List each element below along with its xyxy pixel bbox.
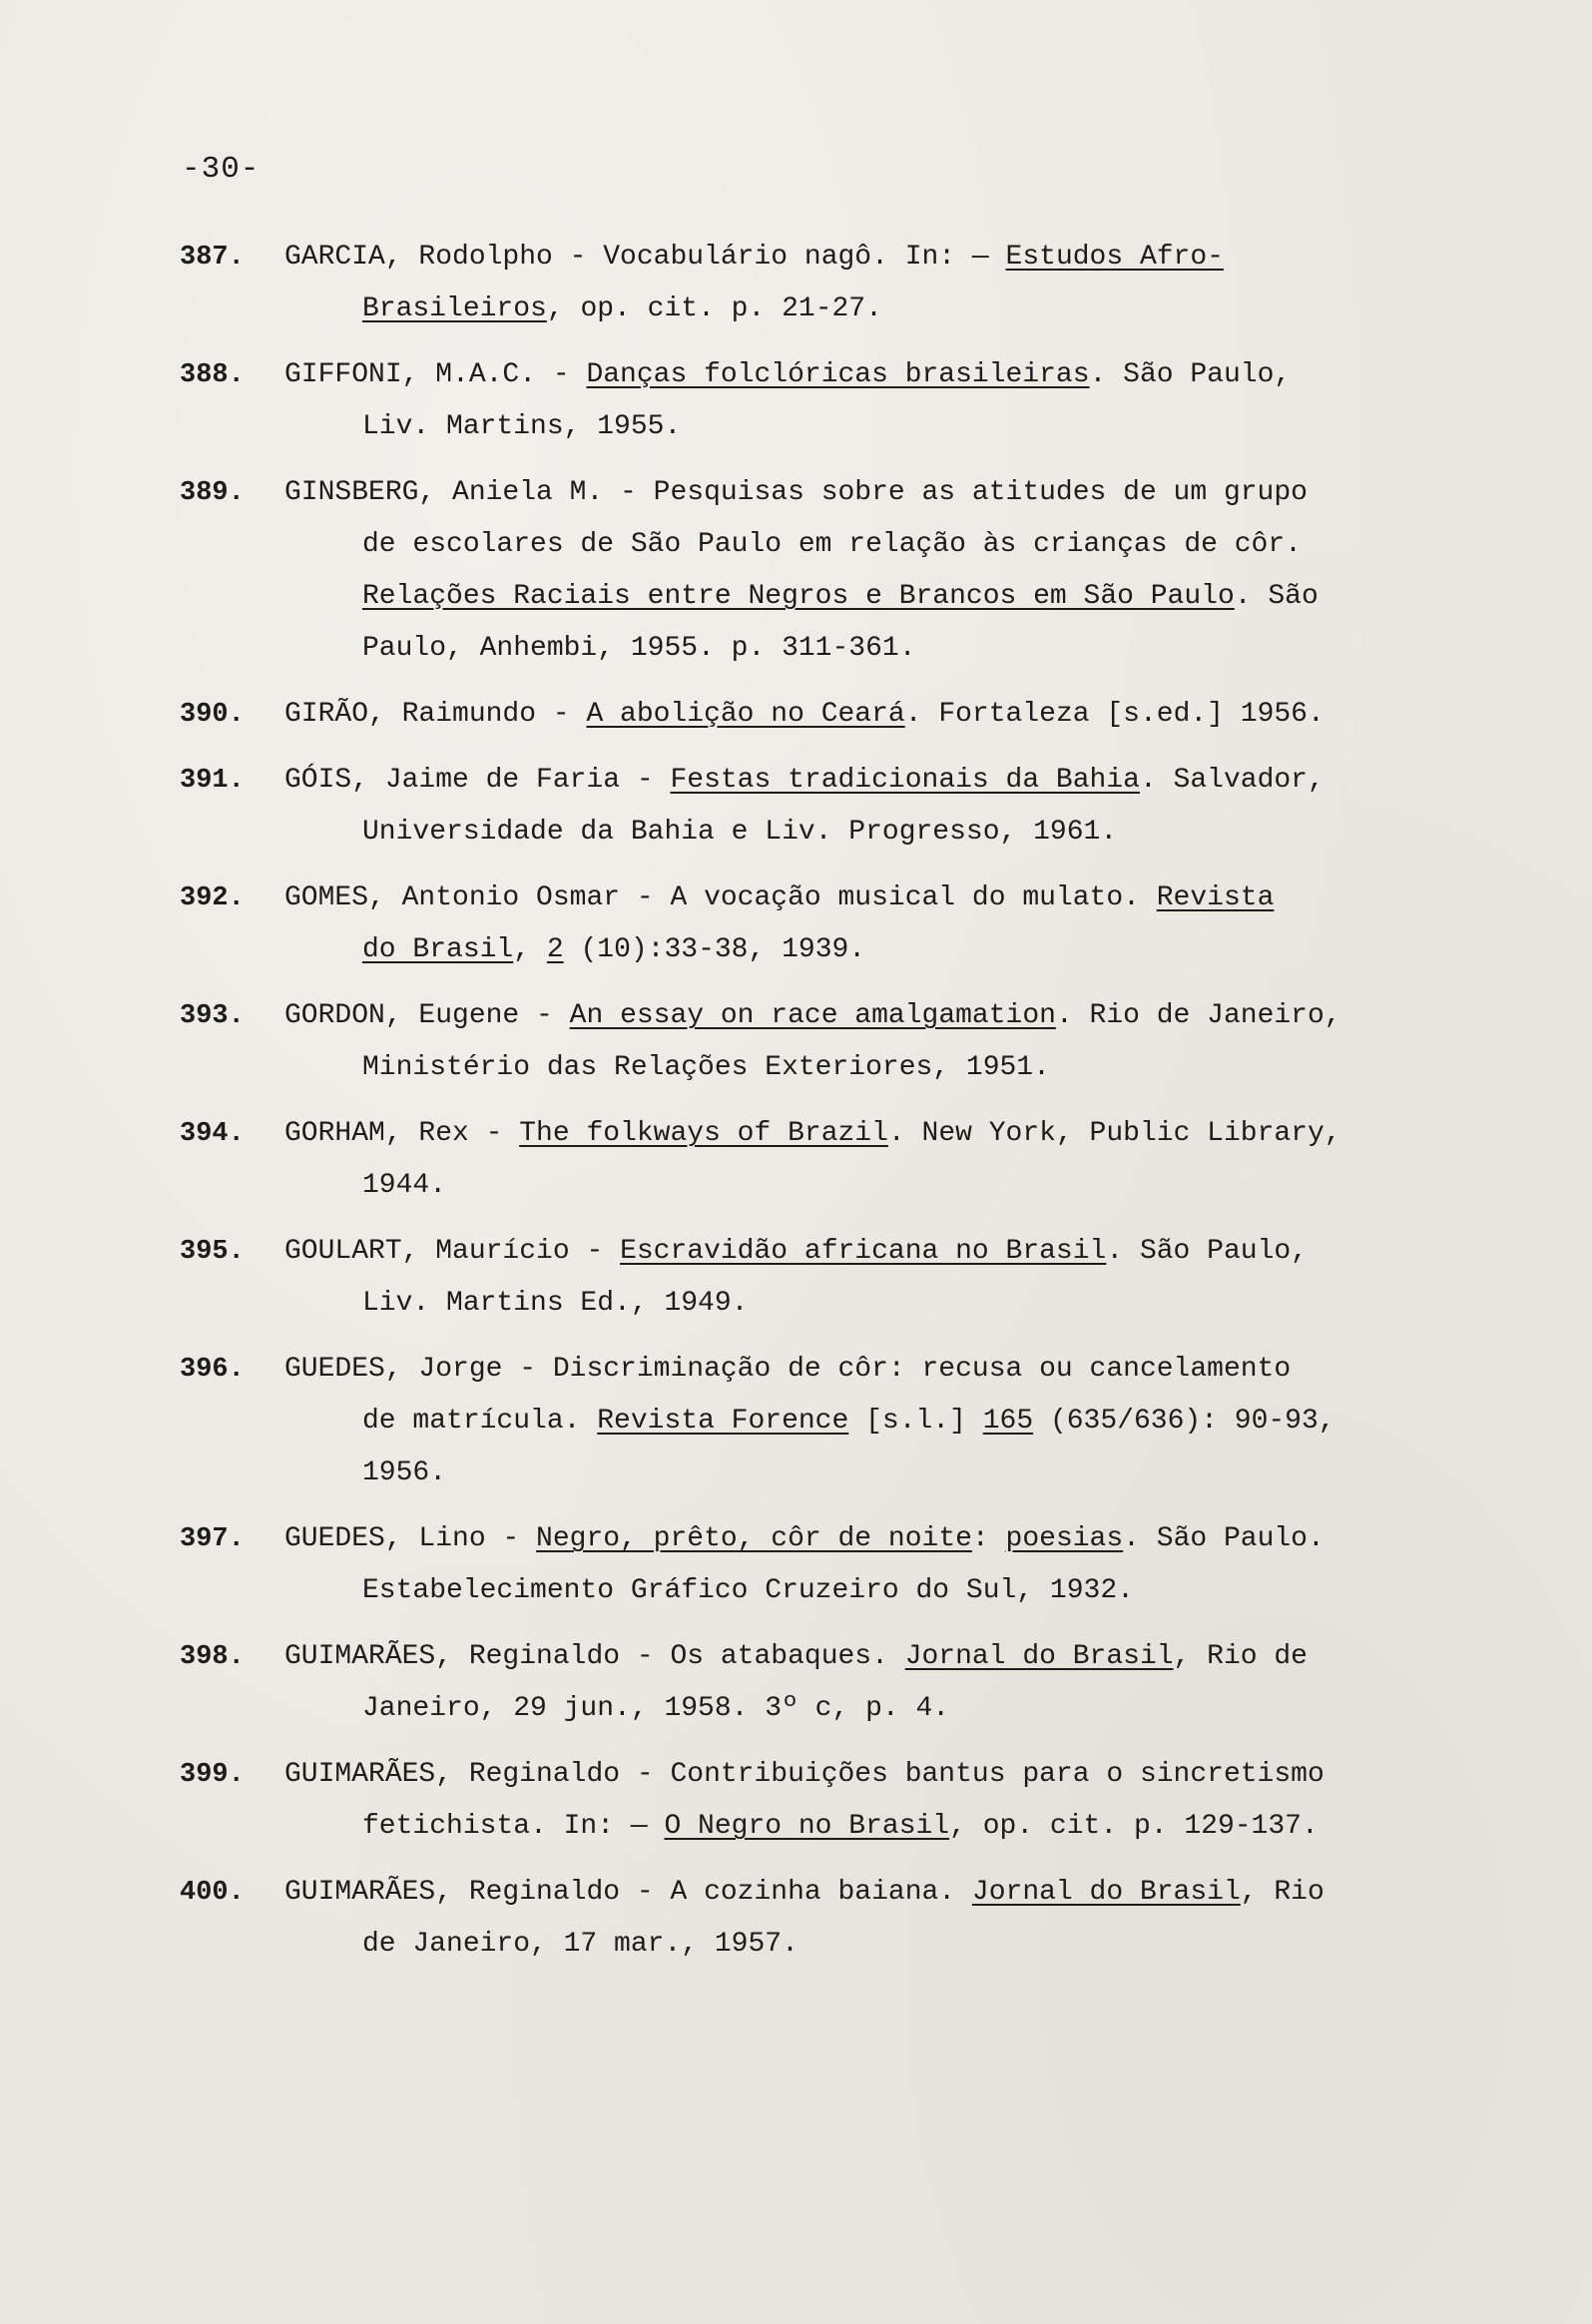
page-number: -30- bbox=[182, 152, 261, 187]
text-segment: GÓIS, Jaime de Faria - bbox=[284, 765, 671, 796]
bibliography-entry bbox=[180, 1226, 1437, 1330]
underlined-title: A abolição no Ceará bbox=[586, 699, 905, 730]
entry-line bbox=[284, 1749, 1437, 1801]
text-segment: (635/636): 90-93, bbox=[1033, 1406, 1335, 1437]
text-segment: de Janeiro, 17 mar., 1957. bbox=[362, 1929, 798, 1960]
underlined-title: O Negro no Brasil bbox=[664, 1811, 950, 1842]
bibliography-entry bbox=[180, 689, 1437, 741]
text-segment: GIRÃO, Raimundo - bbox=[284, 699, 587, 730]
entry-text bbox=[284, 1108, 1437, 1212]
text-segment: . São bbox=[1234, 581, 1319, 612]
underlined-title: Estudos Afro- bbox=[1005, 242, 1224, 273]
bibliography-entry bbox=[180, 349, 1437, 453]
text-segment: de matrícula. bbox=[362, 1406, 598, 1437]
bibliography-entry bbox=[180, 990, 1437, 1094]
bibliography-entry bbox=[180, 1749, 1437, 1853]
entry-line bbox=[284, 623, 1437, 675]
entry-number: 399. bbox=[180, 1760, 245, 1790]
text-segment: . São Paulo, bbox=[1089, 359, 1292, 390]
bibliography-entry bbox=[180, 755, 1437, 859]
entry-text bbox=[284, 689, 1437, 741]
text-segment: GUIMARÃES, Reginaldo - Contribuições bantus para o sincretismo bbox=[284, 1759, 1325, 1790]
text-segment: , bbox=[513, 934, 547, 965]
entry-text bbox=[284, 872, 1437, 976]
entry-line bbox=[284, 1513, 1437, 1565]
bibliography-entry bbox=[180, 872, 1437, 976]
text-segment: GINSBERG, Aniela M. - Pesquisas sobre as atitudes de um grupo bbox=[284, 477, 1308, 508]
underlined-title: An essay on race amalgamation bbox=[569, 1000, 1056, 1031]
text-segment: GIFFONI, M.A.C. - bbox=[284, 359, 587, 390]
text-segment: Ministério das Relações Exteriores, 1951. bbox=[362, 1052, 1050, 1083]
text-segment: . New York, Public Library, bbox=[887, 1118, 1341, 1149]
entry-text bbox=[284, 467, 1437, 675]
text-segment: GUEDES, Jorge - Discriminação de côr: recusa ou cancelamento bbox=[284, 1354, 1292, 1385]
entry-line bbox=[284, 401, 1437, 453]
entry-line bbox=[284, 1396, 1437, 1448]
entry-line bbox=[284, 1042, 1437, 1094]
text-segment: . Fortaleza [s.ed.] 1956. bbox=[904, 699, 1325, 730]
entry-number: 397. bbox=[180, 1524, 245, 1554]
entry-line bbox=[284, 924, 1437, 976]
text-segment: . Salvador, bbox=[1139, 765, 1325, 796]
text-segment: [s.l.] bbox=[848, 1406, 983, 1437]
text-segment: GUIMARÃES, Reginaldo - Os atabaques. bbox=[284, 1641, 905, 1672]
entry-number: 391. bbox=[180, 766, 245, 796]
entry-text bbox=[284, 1631, 1437, 1735]
entry-text bbox=[284, 1513, 1437, 1617]
entry-number: 387. bbox=[180, 243, 245, 273]
bibliography-entry bbox=[180, 467, 1437, 675]
entry-line bbox=[284, 755, 1437, 807]
text-segment: 1956. bbox=[362, 1457, 447, 1488]
entry-line bbox=[284, 1226, 1437, 1278]
underlined-title: Escravidão africana no Brasil bbox=[620, 1236, 1107, 1267]
text-segment: de escolares de São Paulo em relação às crianças de côr. bbox=[362, 529, 1302, 560]
text-segment: . Rio de Janeiro, bbox=[1055, 1000, 1341, 1031]
text-segment: : bbox=[971, 1523, 1006, 1554]
underlined-title: Revista Forence bbox=[597, 1406, 849, 1437]
entry-line bbox=[284, 1801, 1437, 1853]
text-segment: , op. cit. p. 129-137. bbox=[949, 1811, 1319, 1842]
text-segment: GUEDES, Lino - bbox=[284, 1523, 537, 1554]
entry-number: 389. bbox=[180, 478, 245, 508]
entry-line bbox=[284, 571, 1437, 623]
text-segment: GUIMARÃES, Reginaldo - A cozinha baiana. bbox=[284, 1877, 972, 1908]
entry-text bbox=[284, 349, 1437, 453]
entry-line bbox=[284, 1108, 1437, 1160]
entry-line bbox=[284, 1160, 1437, 1212]
underlined-title: Relações Raciais entre Negros e Brancos em São Paulo bbox=[362, 581, 1235, 612]
entry-number: 388. bbox=[180, 360, 245, 390]
entry-line bbox=[284, 1867, 1437, 1919]
underlined-title: Negro, prêto, côr de noite bbox=[536, 1523, 972, 1554]
text-segment: GORDON, Eugene - bbox=[284, 1000, 570, 1031]
entry-line bbox=[284, 1631, 1437, 1683]
entry-line bbox=[284, 1919, 1437, 1971]
underlined-title: Brasileiros bbox=[362, 293, 547, 324]
entry-number: 392. bbox=[180, 883, 245, 913]
text-segment: , Rio bbox=[1240, 1877, 1325, 1908]
bibliography-entry bbox=[180, 1631, 1437, 1735]
entry-text bbox=[284, 990, 1437, 1094]
text-segment: . São Paulo, bbox=[1106, 1236, 1308, 1267]
text-segment: GORHAM, Rex - bbox=[284, 1118, 520, 1149]
entry-number: 400. bbox=[180, 1878, 245, 1908]
entry-number: 394. bbox=[180, 1119, 245, 1149]
underlined-title: Revista bbox=[1156, 882, 1275, 913]
text-segment: , op. cit. p. 21-27. bbox=[546, 293, 882, 324]
text-segment: GOMES, Antonio Osmar - A vocação musical do mulato. bbox=[284, 882, 1157, 913]
text-segment: . São Paulo. bbox=[1123, 1523, 1325, 1554]
entry-text bbox=[284, 755, 1437, 859]
underlined-title: 2 bbox=[546, 934, 564, 965]
entry-line bbox=[284, 1565, 1437, 1617]
entry-line bbox=[284, 1344, 1437, 1396]
underlined-title: poesias bbox=[1005, 1523, 1124, 1554]
text-segment: Liv. Martins Ed., 1949. bbox=[362, 1288, 749, 1319]
underlined-title: Danças folclóricas brasileiras bbox=[586, 359, 1090, 390]
text-segment: , Rio de bbox=[1173, 1641, 1308, 1672]
bibliography-entry bbox=[180, 232, 1437, 335]
entry-line bbox=[284, 1278, 1437, 1330]
entry-line bbox=[284, 232, 1437, 284]
text-segment: Estabelecimento Gráfico Cruzeiro do Sul, 1932. bbox=[362, 1575, 1134, 1606]
bibliography-entry bbox=[180, 1513, 1437, 1617]
entry-text bbox=[284, 1226, 1437, 1330]
text-segment: GARCIA, Rodolpho - Vocabulário nagô. In: — bbox=[284, 242, 1006, 273]
entry-line bbox=[284, 990, 1437, 1042]
underlined-title: The folkways of Brazil bbox=[519, 1118, 888, 1149]
entry-line bbox=[284, 689, 1437, 741]
underlined-title: Jornal do Brasil bbox=[904, 1641, 1174, 1672]
entry-text bbox=[284, 232, 1437, 335]
entry-text bbox=[284, 1867, 1437, 1971]
underlined-title: Festas tradicionais da Bahia bbox=[670, 765, 1140, 796]
text-segment: 1944. bbox=[362, 1170, 447, 1201]
entry-number: 396. bbox=[180, 1355, 245, 1385]
text-segment: GOULART, Maurício - bbox=[284, 1236, 621, 1267]
entry-line bbox=[284, 1448, 1437, 1499]
underlined-title: do Brasil bbox=[362, 934, 514, 965]
text-segment: Janeiro, 29 jun., 1958. 3º c, p. 4. bbox=[362, 1693, 950, 1724]
entry-line bbox=[284, 467, 1437, 519]
bibliography-list bbox=[180, 232, 1437, 1985]
entry-line bbox=[284, 807, 1437, 859]
entry-line bbox=[284, 519, 1437, 571]
entry-number: 393. bbox=[180, 1001, 245, 1031]
underlined-title: 165 bbox=[982, 1406, 1034, 1437]
entry-line bbox=[284, 349, 1437, 401]
entry-line bbox=[284, 284, 1437, 335]
entry-number: 398. bbox=[180, 1642, 245, 1672]
entry-number: 395. bbox=[180, 1237, 245, 1267]
text-segment: fetichista. In: — bbox=[362, 1811, 665, 1842]
entry-line bbox=[284, 1683, 1437, 1735]
entry-text bbox=[284, 1749, 1437, 1853]
entry-text bbox=[284, 1344, 1437, 1499]
text-segment: Universidade da Bahia e Liv. Progresso, 1961. bbox=[362, 817, 1118, 848]
bibliography-entry bbox=[180, 1108, 1437, 1212]
underlined-title: Jornal do Brasil bbox=[971, 1877, 1241, 1908]
entry-line bbox=[284, 872, 1437, 924]
bibliography-entry bbox=[180, 1344, 1437, 1499]
text-segment: Liv. Martins, 1955. bbox=[362, 411, 682, 442]
text-segment: (10):33-38, 1939. bbox=[563, 934, 866, 965]
bibliography-entry bbox=[180, 1867, 1437, 1971]
text-segment: Paulo, Anhembi, 1955. p. 311-361. bbox=[362, 633, 916, 664]
entry-number: 390. bbox=[180, 700, 245, 730]
